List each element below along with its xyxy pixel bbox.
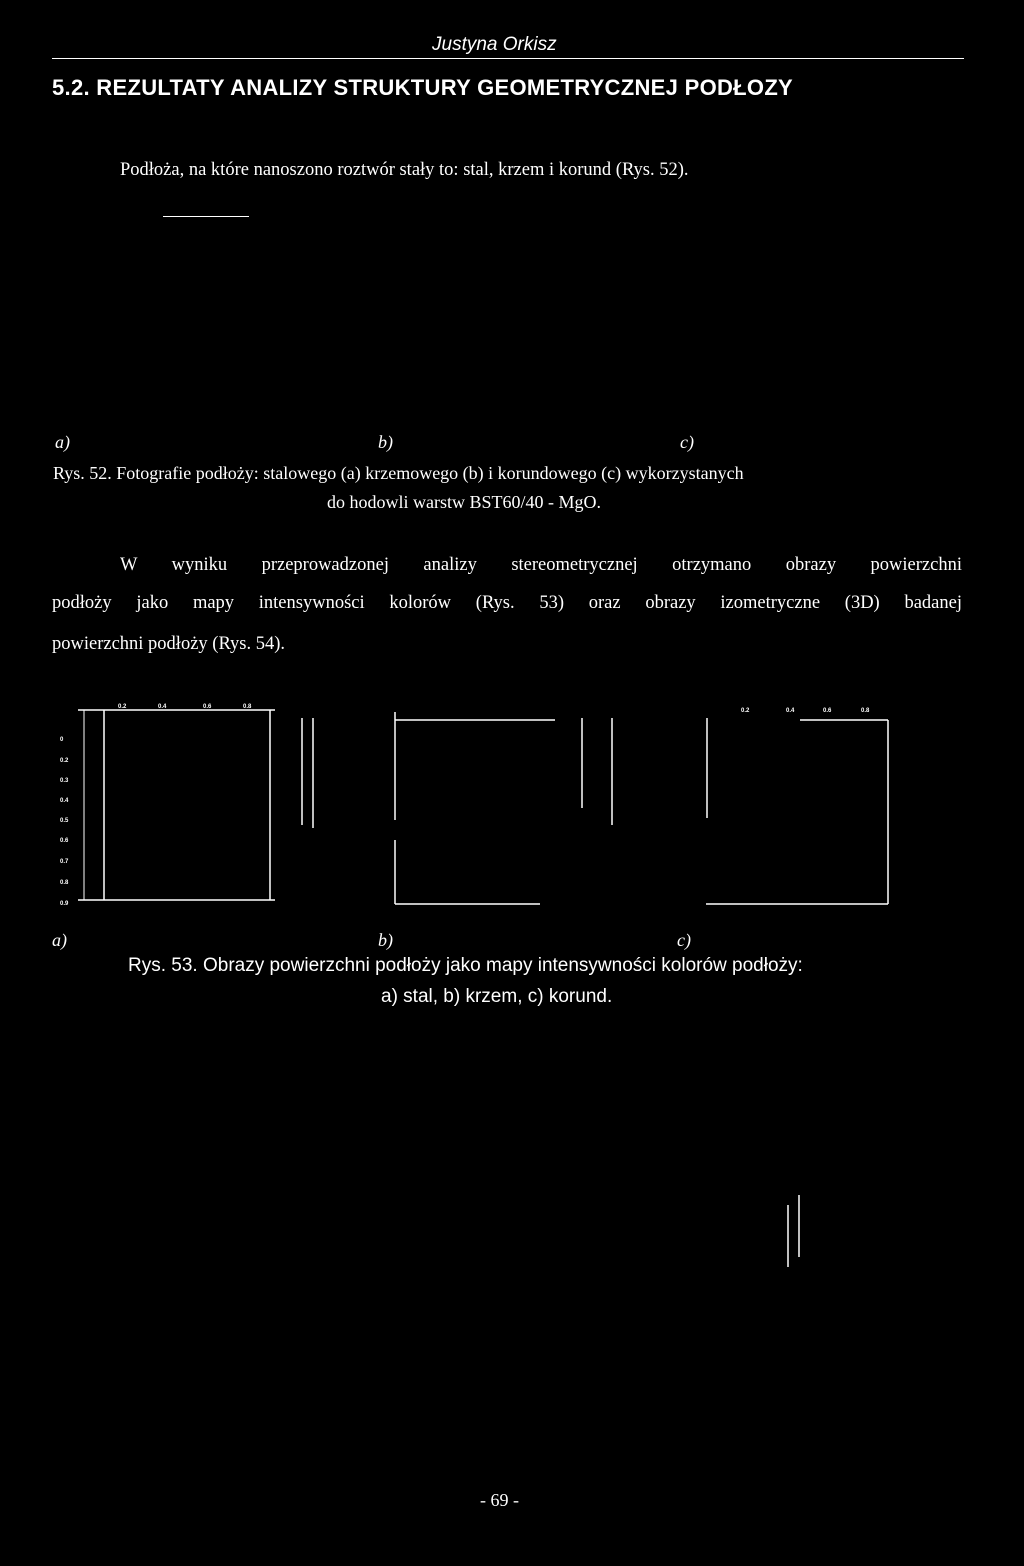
figure53-caption-line2: a) stal, b) krzem, c) korund.: [381, 986, 613, 1007]
figure53-panel-c: [706, 720, 888, 904]
panel-a-left-tick: 0.5: [60, 818, 69, 824]
paragraph-line2: podłoży jako mapy intensywności kolorów (Rys. 53) oraz obrazy izometryczne (3D) badanej: [52, 593, 962, 613]
panel-c-top-tick: 0.8: [861, 708, 870, 714]
paragraph-line3: powierzchni podłoży (Rys. 54).: [52, 634, 286, 654]
panel-a-top-tick: 0.4: [158, 704, 167, 710]
figure54-marks: [780, 1195, 810, 1270]
page-number: - 69 -: [480, 1490, 519, 1510]
figure52-label-c: c): [680, 432, 694, 452]
figure52-caption-line2: do hodowli warstw BST60/40 - MgO.: [327, 492, 601, 512]
figure53-panels: [0, 690, 1024, 920]
figure53-label-b: b): [378, 930, 393, 950]
panel-a-left-tick: 0.7: [60, 859, 69, 865]
panel-a-left-tick: 0.4: [60, 798, 69, 804]
panel-a-left-tick: 0.8: [60, 880, 69, 886]
paragraph-line1: W wyniku przeprowadzonej analizy stereometrycznej otrzymano obrazy powierzchni: [120, 555, 962, 575]
panel-a-left-tick: 0.6: [60, 838, 69, 844]
panel-a-left-tick: 0.2: [60, 758, 69, 764]
figure53-label-c: c): [677, 930, 691, 950]
panel-c-top-tick: 0.4: [786, 708, 795, 714]
figure53-marks: [302, 718, 707, 828]
figure52-label-a: a): [55, 432, 70, 452]
header-rule: [52, 58, 964, 59]
figure52-label-b: b): [378, 432, 393, 452]
running-header-author: Justyna Orkisz: [432, 34, 557, 55]
panel-a-top-tick: 0.6: [203, 704, 212, 710]
figure53-caption-line1: Rys. 53. Obrazy powierzchni podłoży jako mapy intensywności kolorów podłoży:: [128, 955, 803, 976]
figure53-panel-a: [78, 710, 275, 900]
panel-a-left-tick: 0.9: [60, 901, 69, 907]
panel-a-top-tick: 0.2: [118, 704, 127, 710]
figure52-caption-line1: Rys. 52. Fotografie podłoży: stalowego (a) krzemowego (b) i korundowego (c) wykorzystanych: [53, 463, 744, 483]
figure53-panel-b: [395, 712, 555, 904]
panel-a-left-tick: 0: [60, 737, 64, 743]
figure53-label-a: a): [52, 930, 67, 950]
panel-c-top-tick: 0.2: [741, 708, 750, 714]
panel-a-top-tick: 0.8: [243, 704, 252, 710]
intro-sentence: Podłoża, na które nanoszono roztwór stały to: stal, krzem i korund (Rys. 52).: [120, 160, 689, 180]
panel-a-left-tick: 0.3: [60, 778, 69, 784]
panel-c-top-tick: 0.6: [823, 708, 832, 714]
figure52-top-line: [163, 216, 249, 217]
section-title: 5.2. REZULTATY ANALIZY STRUKTURY GEOMETRYCZNEJ PODŁOZY: [52, 75, 794, 100]
